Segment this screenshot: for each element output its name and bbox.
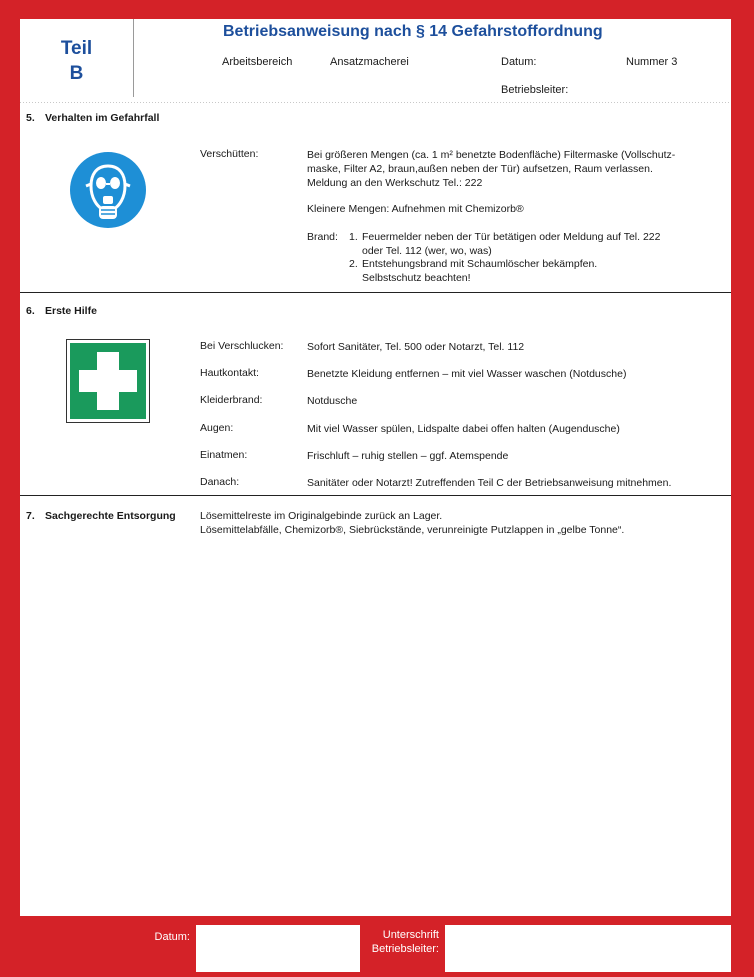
brand-item-1-number: 1. xyxy=(349,231,358,243)
row-text-kleiderbrand: Notdusche xyxy=(307,395,358,407)
brand-item-2-number: 2. xyxy=(349,258,358,270)
row-text-einatmen: Frischluft – ruhig stellen – ggf. Atemspende xyxy=(307,450,509,462)
section-6-number: 6. xyxy=(26,305,35,317)
brand-item-1-line-2: oder Tel. 112 (wer, wo, was) xyxy=(362,245,492,257)
row-label-hautkontakt: Hautkontakt: xyxy=(200,367,259,379)
row-label-einatmen: Einatmen: xyxy=(200,449,248,461)
section-5-heading: Verhalten im Gefahrfall xyxy=(45,112,160,124)
verschuetten-text-line-2: maske, Filter A2, braun,außen neben der Tür) aufsetzen, Raum verlassen. xyxy=(307,163,653,175)
arbeitsbereich-label: Arbeitsbereich xyxy=(222,56,293,68)
brand-item-1-line-1: Feuermelder neben der Tür betätigen oder Meldung auf Tel. 222 xyxy=(362,231,661,243)
teil-word: Teil xyxy=(60,38,93,59)
section-divider xyxy=(20,292,731,293)
footer-datum-label: Datum: xyxy=(154,931,190,943)
document-title: Betriebsanweisung nach § 14 Gefahrstoffordnung xyxy=(223,23,603,40)
section-7-number: 7. xyxy=(26,510,35,522)
row-text-danach: Sanitäter oder Notarzt! Zutreffenden Teil C der Betriebsanweisung mitnehmen. xyxy=(307,477,672,489)
section-divider xyxy=(20,495,731,496)
section-7-heading: Sachgerechte Entsorgung xyxy=(45,510,176,522)
row-text-verschlucken: Sofort Sanitäter, Tel. 500 oder Notarzt, Tel. 112 xyxy=(307,341,525,353)
footer-signature-field[interactable] xyxy=(445,925,731,972)
first-aid-cross-icon xyxy=(66,339,150,423)
betriebsleiter-label: Betriebsleiter: xyxy=(501,84,569,96)
section-6-heading: Erste Hilfe xyxy=(45,305,97,317)
brand-item-2-line-1: Entstehungsbrand mit Schaumlöscher bekämpfen. xyxy=(362,258,598,270)
verschuetten-label: Verschütten: xyxy=(200,148,259,160)
teil-letter: B xyxy=(69,63,84,84)
section-6-title xyxy=(26,305,97,317)
footer-unterschrift-line-2: Betriebsleiter: xyxy=(371,943,439,955)
section-5-number: 5. xyxy=(26,112,35,124)
teil-box xyxy=(20,19,134,97)
entsorgung-line-1: Lösemittelreste im Originalgebinde zurück an Lager. xyxy=(200,510,443,522)
document-sheet xyxy=(20,19,731,916)
datum-label: Datum: xyxy=(501,56,537,68)
brand-item-2-line-2: Selbstschutz beachten! xyxy=(362,272,471,284)
document-number: Nummer 3 xyxy=(626,56,678,68)
respirator-mask-sign-icon xyxy=(66,148,150,232)
header-divider xyxy=(20,102,731,103)
verschuetten-text-line-3: Meldung an den Werkschutz Tel.: 222 xyxy=(307,177,483,189)
kleinere-mengen-text: Kleinere Mengen: Aufnehmen mit Chemizorb® xyxy=(307,203,524,215)
row-text-hautkontakt: Benetzte Kleidung entfernen – mit viel Wasser waschen (Notdusche) xyxy=(307,368,627,380)
entsorgung-line-2: Lösemittelabfälle, Chemizorb®, Siebrückstände, verunreinigte Putzlappen in „gelbe Tonne“. xyxy=(200,524,625,536)
row-label-verschlucken: Bei Verschlucken: xyxy=(200,340,284,352)
row-label-danach: Danach: xyxy=(200,476,240,488)
row-label-augen: Augen: xyxy=(200,422,234,434)
brand-label: Brand: xyxy=(307,231,338,243)
footer-datum-field[interactable] xyxy=(196,925,360,972)
section-7-title xyxy=(26,510,176,522)
footer-unterschrift-label xyxy=(360,928,439,956)
section-5-title xyxy=(26,112,159,124)
footer-unterschrift-line-1: Unterschrift xyxy=(382,929,439,941)
verschuetten-text-line-1: Bei größeren Mengen (ca. 1 m² benetzte Bodenfläche) Filtermaske (Vollschutz- xyxy=(307,149,676,161)
row-label-kleiderbrand: Kleiderbrand: xyxy=(200,394,263,406)
row-text-augen: Mit viel Wasser spülen, Lidspalte dabei offen halten (Augendusche) xyxy=(307,423,620,435)
arbeitsbereich-value: Ansatzmacherei xyxy=(330,56,409,68)
